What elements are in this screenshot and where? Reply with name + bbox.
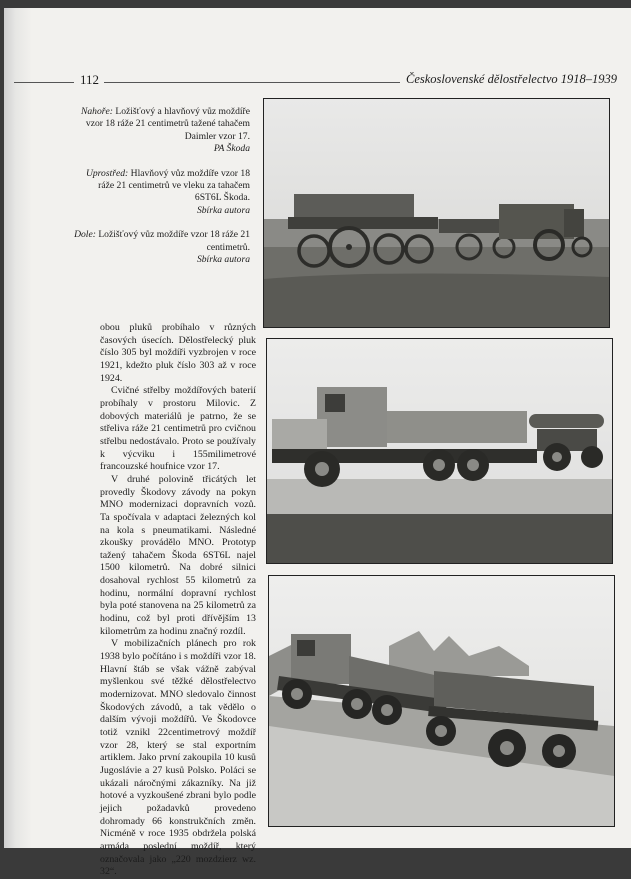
caption-bottom [74, 229, 250, 266]
body-paragraph: Cvičné střelby moždířových baterií probíhaly v prostoru Milovic. Z dobových materiálů je patrno, že se střeliva ráže 21 centimetrů pro cvičnou střelbu nedostávalo. Proto se používaly k výcviku i 155milimetrové francouzské houfnice vzor 17. [100, 385, 256, 473]
caption-credit: Sbírka autora [196, 254, 250, 266]
book-spine-shadow [4, 8, 32, 848]
caption-lead: Nahoře: [80, 106, 113, 117]
photo-captions [74, 106, 250, 278]
photo-mortar-wagons-daimler [263, 98, 610, 328]
header-rule [104, 82, 400, 83]
body-paragraph: V druhé polovině třicátých let provedly Škodovy závody na pokyn MNO modernizaci dopravních vozů. Ta spočívala v adaptaci železných kol na kola s pneumatikami. Následné zkoušky provádělo MNO. Prototyp tažený tahačem Škoda 6ST6L najel 1500 kilometrů. Na dobré silnici dosahoval rychlost 55 kilometrů za hodinu, normální dopravní rychlost byla poté stanovena na 25 kilometrů za hodinu, což byl proti dřívějším 13 kilometrům za hodinu značný rozdíl. [100, 473, 256, 637]
caption-credit: PA Škoda [213, 143, 250, 155]
photo-barrel-wagon-skoda-6st6l [266, 338, 613, 564]
caption-credit: Sbírka autora [196, 204, 250, 216]
body-paragraph: V mobilizačních plánech pro rok 1938 bylo počítáno i s moždíři vzor 18. Hlavní štáb se však vážně zabýval myšlenkou své těžké dělostřelectvo modernizovat. MNO sledovalo činnost Škodových závodů, a tak vědělo o dalším vývoji moždířů. Ve Škodovce totiž vznikl 22centimetrový moždíř vzor 28, který se stal exportním artiklem. Jako první zakoupila 10 kusů Jugoslávie a 27 kusů Polsko. Poláci se ukázali náročnými zákazníky. Na již hotové a vyzkoušené zbrani bylo podle jejich požadavků provedeno dohromady 66 konstrukčních změn. Nicméně v roce 1935 obdržela polská armáda poslední moždíř, který označovala jako „220 mozdzierz wz. 32“. [100, 638, 256, 878]
caption-text: Ložišťový vůz moždíře vzor 18 ráže 21 centimetrů. [98, 229, 250, 253]
running-head: Československé dělostřelectvo 1918–1939 [406, 72, 618, 86]
caption-top [74, 106, 250, 156]
header-rule-left [14, 82, 74, 83]
caption-middle [74, 168, 250, 218]
caption-text: Hlavňový vůz moždíře vzor 18 ráže 21 centimetrů ve vleku za tahačem 6ST6L Škoda. [98, 167, 250, 204]
page-number: 112 [80, 72, 100, 87]
caption-lead: Dole: [74, 229, 96, 241]
caption-text: Ložišťový a hlavňový vůz moždíře vzor 18 ráže 21 centimetrů tažené tahačem Daimler vzor 17. [85, 106, 250, 142]
caption-lead: Uprostřed: [85, 167, 129, 179]
body-text [100, 322, 256, 879]
body-paragraph: obou pluků probíhalo v různých časových úsecích. Dělostřelecký pluk číslo 305 byl moždíři vyzbrojen v roce 1921, kdežto pluk číslo 303 až v roce 1924. [100, 322, 256, 384]
photo-mortar-carriage-wagon [268, 575, 615, 827]
